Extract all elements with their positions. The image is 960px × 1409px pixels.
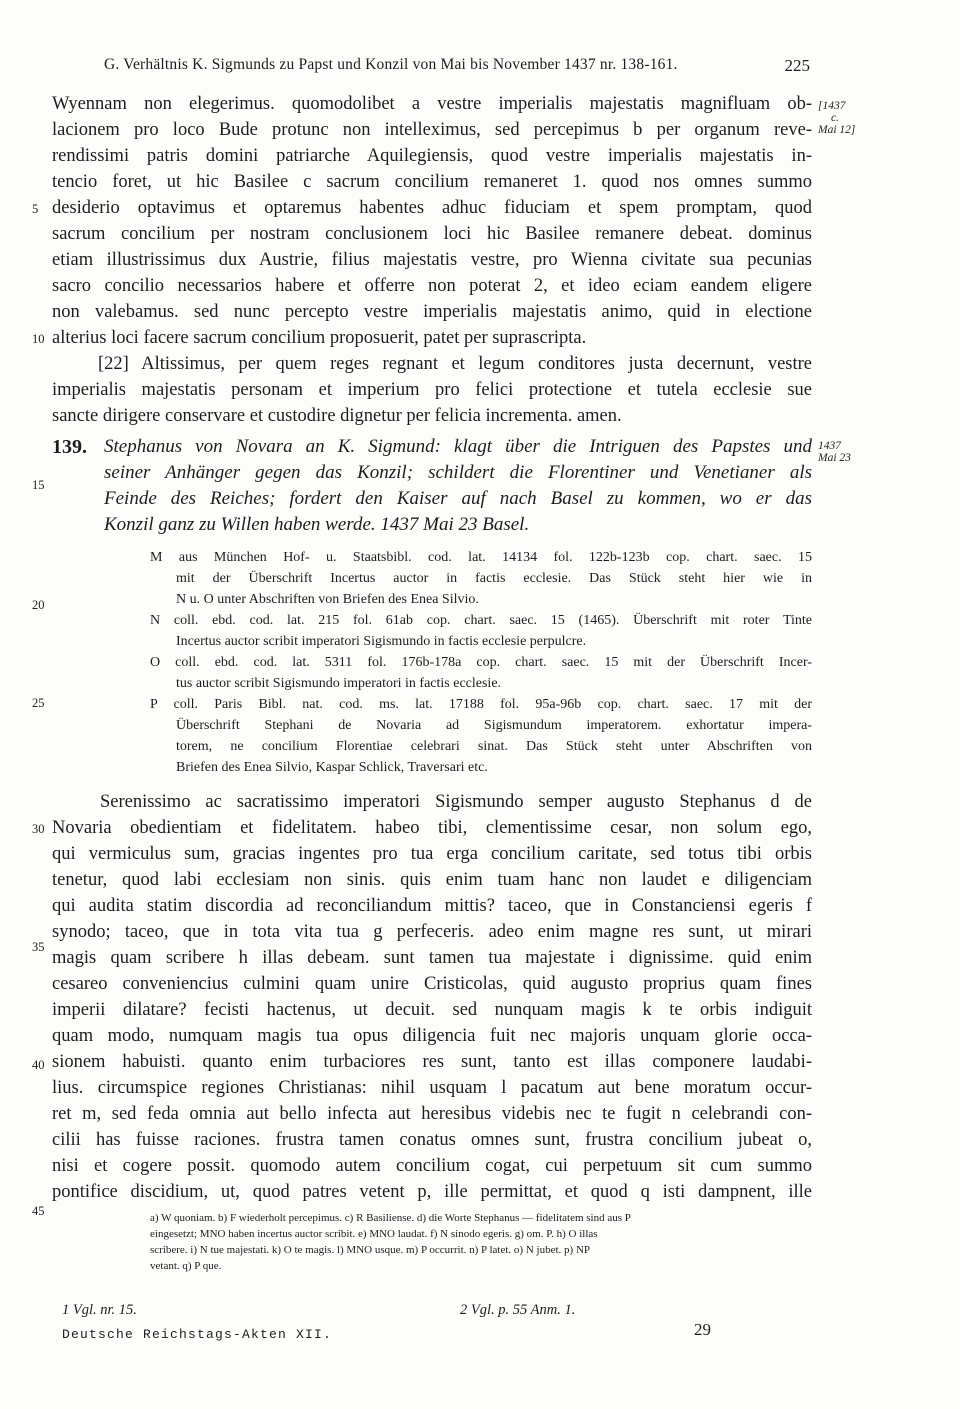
body-line: ret m, sed feda omnia aut bello infecta aut heresibus videbis nec te fugit n celebrandi con- <box>52 1104 812 1124</box>
margin-date-first <box>818 100 855 136</box>
line-number: 30 <box>32 822 45 836</box>
body-line: qui vermiculus sum, gracias ingentes pro tua erga concilium caritate, sed totus tibi orbis <box>52 844 812 864</box>
body-line: magis quam scribere h illas debeam. sunt tamen tua majestate i dignissime. quid enim <box>52 948 812 968</box>
body-line: sacro concilio necessarios habere et offerre non poterat 2, et ideo eciam eandem eligere <box>52 276 812 296</box>
body-line: cilii has fuisse raciones. frustra tamen conatus omnes sunt, frustra concilium jubeat o, <box>52 1130 812 1150</box>
body-line: pontifice discidium, ut, quod patres vetent p, ille permittat, et quod q isti dampnent, ille <box>52 1182 812 1202</box>
body-line: imperii dilatare? fecisti hactenus, ut decuit. sed nunquam magis k te orbis indiguit <box>52 1000 812 1020</box>
source-line: Briefen des Enea Silvio, Kaspar Schlick, Traversari etc. <box>176 760 488 775</box>
footnote-2: 2 Vgl. p. 55 Anm. 1. <box>460 1302 576 1318</box>
body-line: nisi et cogere possit. quomodo autem concilium cogat, cui perpetuum sit cum summo <box>52 1156 812 1176</box>
body-line: tenetur, quod labi ecclesiam non sinis. quis enim tuam hanc non laudet e diligenciam <box>52 870 812 890</box>
line-number: 35 <box>32 940 45 954</box>
body-line: Novaria obedientiam et fidelitatem. habeo tibi, clementissime cesar, non solum ego, <box>52 818 812 838</box>
apparatus-line: eingesetzt; MNO haben incertus auctor scribit. e) MNO laudat. f) N sinodo egeris. g) om. P. h) O illas <box>150 1228 598 1240</box>
line-number: 20 <box>32 598 45 612</box>
margin-date-line: Mai 23 <box>818 452 851 464</box>
line-number: 5 <box>32 202 39 216</box>
apparatus-line: scribere. i) N tue majestati. k) O te magis. l) MNO usque. m) P occurrit. n) P latet. o) N jubet. p) NP <box>150 1244 591 1256</box>
footnote-1: 1 Vgl. nr. 15. <box>62 1302 137 1318</box>
body-line: lius. circumspice regiones Christianas: nihil usquam l pacatum aut bene moratum occur- <box>52 1078 812 1098</box>
source-line: O coll. ebd. cod. lat. 5311 fol. 176b-178a cop. chart. saec. 15 mit der Überschrift Incer- <box>150 655 812 670</box>
source-line: mit der Überschrift Incertus auctor in factis ecclesie. Das Stück steht hier wie in <box>176 571 812 586</box>
body-line: sionem habuisti. quanto enim turbaciores res sunt, tanto est illas componere laudabi- <box>52 1052 812 1072</box>
line-number: 45 <box>32 1204 45 1218</box>
body-line: imperialis majestatis personam et imperium pro felici protectione et tutela ecclesie sue <box>52 380 812 400</box>
margin-date-line: c. <box>831 112 839 124</box>
page-number: 225 <box>784 56 810 75</box>
body-line: rendissimi patris domini patriarche Aquilegiensis, quod vestre imperialis majestatis in- <box>52 146 812 166</box>
body-line: lacionem pro loco Bude protunc non intelleximus, sed percepimus b per organum reve- <box>52 120 812 140</box>
line-number: 10 <box>32 332 45 346</box>
line-number: 40 <box>32 1058 45 1072</box>
source-line: torem, ne concilium Florentiae celebrari sinat. Das Stück steht unter Abschriften von <box>176 739 812 754</box>
source-line: M aus München Hof- u. Staatsbibl. cod. lat. 14134 fol. 122b-123b cop. chart. saec. 15 <box>150 550 812 565</box>
source-line: Überschrift Stephani de Novaria ad Sigismundum imperatorem. exhortatur impera- <box>176 718 812 733</box>
line-number: 15 <box>32 478 45 492</box>
series-title: Deutsche Reichstags-Akten XII. <box>62 1327 333 1342</box>
source-line: Incertus auctor scribit imperatori Sigismundo in factis ecclesie perpulcre. <box>176 634 587 649</box>
apparatus-line: vetant. q) P que. <box>150 1260 222 1272</box>
margin-date-line: 1437 <box>818 440 841 452</box>
body-line: sacrum concilium per nostram conclusionem loci hic Basilee remanere debeat. dominus <box>52 224 812 244</box>
apparatus-line: a) W quoniam. b) F wiederholt percepimus. c) R Basiliense. d) die Worte Stephanus — fidelitatem sind aus P <box>150 1212 631 1224</box>
body-line: etiam illustrissimus dux Austrie, filius majestatis vestre, pro Wienna civitate sua pecunias <box>52 250 812 270</box>
regest-line: Stephanus von Novara an K. Sigmund: klagt über die Intriguen des Papstes und <box>104 436 812 457</box>
body-line: [22] Altissimus, per quem reges regnant et legum conditores justa decernunt, vestre <box>98 354 812 374</box>
regest-line: seiner Anhänger gegen das Konzil; schildert die Florentiner und Venetianer als <box>104 462 812 483</box>
running-title: G. Verhältnis K. Sigmunds zu Papst und Konzil von Mai bis November 1437 nr. 138-161. <box>104 56 678 73</box>
regest-line: Feinde des Reiches; fordert den Kaiser auf nach Basel zu kommen, wo er das <box>104 488 812 509</box>
body-line: qui audita statim discordia ad reconciliandum mittis? taceo, que in Constanciensi egeris f <box>52 896 812 916</box>
body-line: quam modo, numquam magis tua opus diligencia fuit nec majoris unquam glorie occa- <box>52 1026 812 1046</box>
running-header <box>104 56 810 76</box>
body-line: Wyennam non elegerimus. quomodolibet a vestre imperialis majestatis magnifluam ob- <box>52 94 812 114</box>
body-line: non valebamus. sed nunc percepto vestre imperialis majestatis animo, quid in electione <box>52 302 812 322</box>
source-line: P coll. Paris Bibl. nat. cod. ms. lat. 17188 fol. 95a-96b cop. chart. saec. 17 mit der <box>150 697 812 712</box>
body-line: desiderio optavimus et optaremus habentes adhuc fiduciam et spem promptam, quod <box>52 198 812 218</box>
margin-date-second <box>818 440 851 464</box>
line-number: 25 <box>32 696 45 710</box>
body-line: tencio foret, ut hic Basilee c sacrum concilium remaneret 1. quod nos omnes summo <box>52 172 812 192</box>
body-line: alterius loci facere sacrum concilium proposuerit, patet per suprascripta. <box>52 328 587 348</box>
document-number: 139. <box>52 436 87 458</box>
printer-signature: 29 <box>694 1320 711 1339</box>
margin-date-line: Mai 12] <box>818 124 856 136</box>
margin-date-line: [1437 <box>818 100 846 112</box>
body-line: sancte dirigere conservare et custodire dignetur per felicia incrementa. amen. <box>52 406 622 426</box>
body-line: Serenissimo ac sacratissimo imperatori Sigismundo semper augusto Stephanus d de <box>100 792 812 812</box>
source-line: tus auctor scribit Sigismundo imperatori in factis ecclesie. <box>176 676 502 691</box>
regest-line: Konzil ganz zu Willen haben werde. 1437 Mai 23 Basel. <box>104 514 530 535</box>
source-line: N coll. ebd. cod. lat. 215 fol. 61ab cop. chart. saec. 15 (1465). Überschrift mit roter Tinte <box>150 613 812 628</box>
source-line: N u. O unter Abschriften von Briefen des Enea Silvio. <box>176 592 479 607</box>
body-line: synodo; taceo, que in tota vita tua g perfeceris. adeo enim magne res sunt, ut mirari <box>52 922 812 942</box>
body-line: cesareo conveniencius culmini quam unire Cristicolas, quid augusto proprius quam fines <box>52 974 812 994</box>
